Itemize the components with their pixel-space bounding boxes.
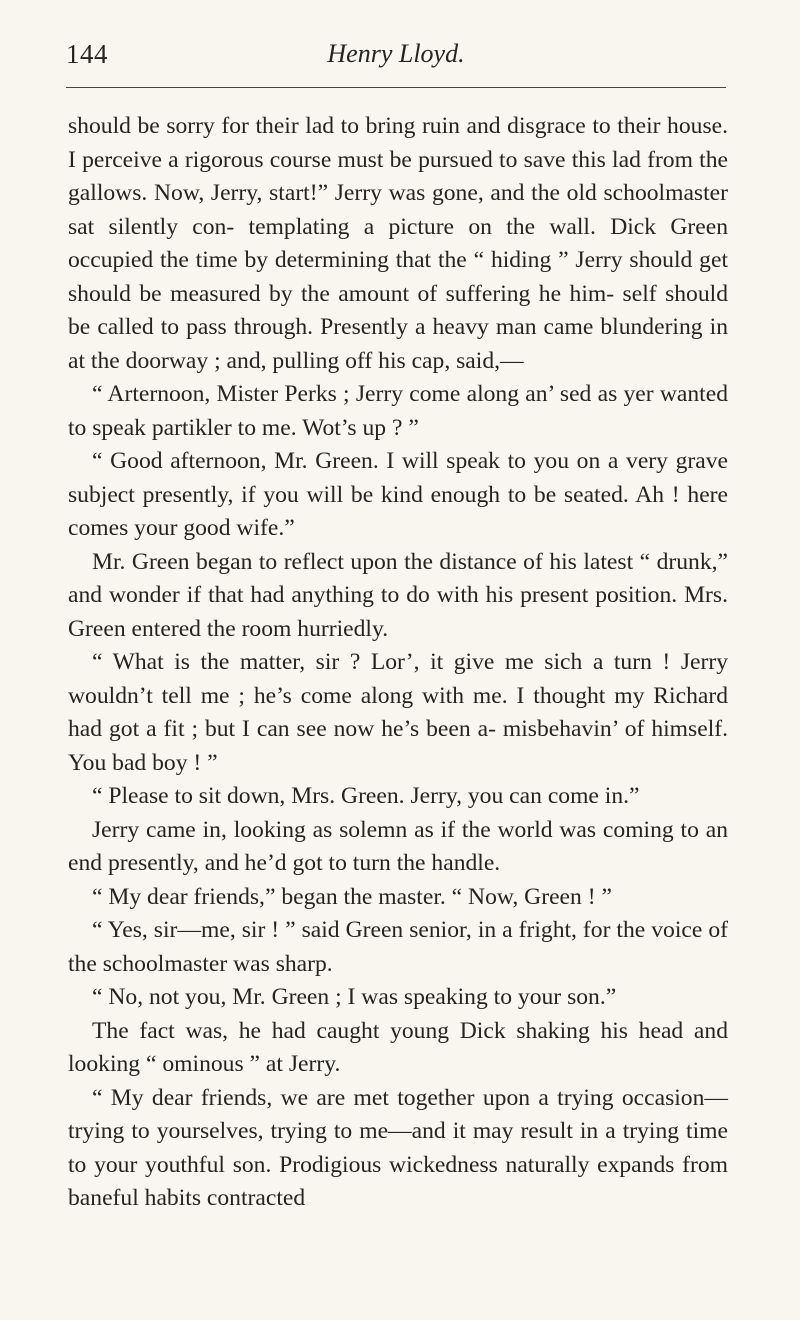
body-text bbox=[68, 110, 728, 1216]
paragraph: The fact was, he had caught young Dick shaking his head and looking “ ominous ” at Jerry. bbox=[68, 1017, 728, 1077]
paragraph: Jerry came in, looking as solemn as if the world was coming to an end presently, and he’d got to turn the handle. bbox=[68, 816, 728, 876]
paragraph: Mr. Green began to reflect upon the distance of his latest “ drunk,” and wonder if that had anything to do with his present position. Mrs. Green entered the room hurriedly. bbox=[68, 548, 728, 642]
paragraph: “ My dear friends, we are met together upon a trying occasion—trying to yourselves, trying to me—and it may result in a trying time to your youthful son. Prodigious wickedness naturally expands from baneful habits contracted bbox=[68, 1084, 728, 1211]
paragraph: “ No, not you, Mr. Green ; I was speaking to your son.” bbox=[92, 984, 617, 1010]
paragraph: “ Good afternoon, Mr. Green. I will speak to you on a very grave subject presently, if you will be kind enough to be seated. Ah ! here comes your good wife.” bbox=[68, 448, 728, 541]
paragraph: “ My dear friends,” began the master. “ Now, Green ! ” bbox=[92, 883, 612, 910]
paragraph: “ Yes, sir—me, sir ! ” said Green senior, in a fright, for the voice of the schoolmaster was sharp. bbox=[68, 917, 728, 977]
paragraph: “ Arternoon, Mister Perks ; Jerry come along an’ sed as yer wanted to speak partikler to me. Wot’s up ? ” bbox=[68, 381, 728, 441]
page-header bbox=[66, 36, 726, 72]
header-rule bbox=[66, 87, 726, 88]
paragraph: “ What is the matter, sir ? Lor’, it give me sich a turn ! Jerry wouldn’t tell me ; he’s come along with me. I thought my Richard had got a fit ; but I can see now he’s been a- misbehavin’ of himself. You bad boy ! ” bbox=[68, 649, 728, 776]
page-number: 144 bbox=[66, 39, 108, 69]
paragraph: should be sorry for their lad to bring ruin and disgrace to their house. I perceive a rigorous course must be pursued to save this lad from the gallows. Now, Jerry, start!” Jerry was gone, and the old schoolmaster sat silently con- templating a picture on the wall. Dick Green occupied the time by determining that the “ hiding ” Jerry should get should be measured by the amount of suffering he him- self should be called to pass through. Presently a heavy man came blundering in at the doorway ; and, pulling off his cap, said,— bbox=[68, 113, 728, 374]
paragraph: “ Please to sit down, Mrs. Green. Jerry, you can come in.” bbox=[92, 783, 640, 809]
running-title: Henry Lloyd. bbox=[327, 39, 465, 68]
